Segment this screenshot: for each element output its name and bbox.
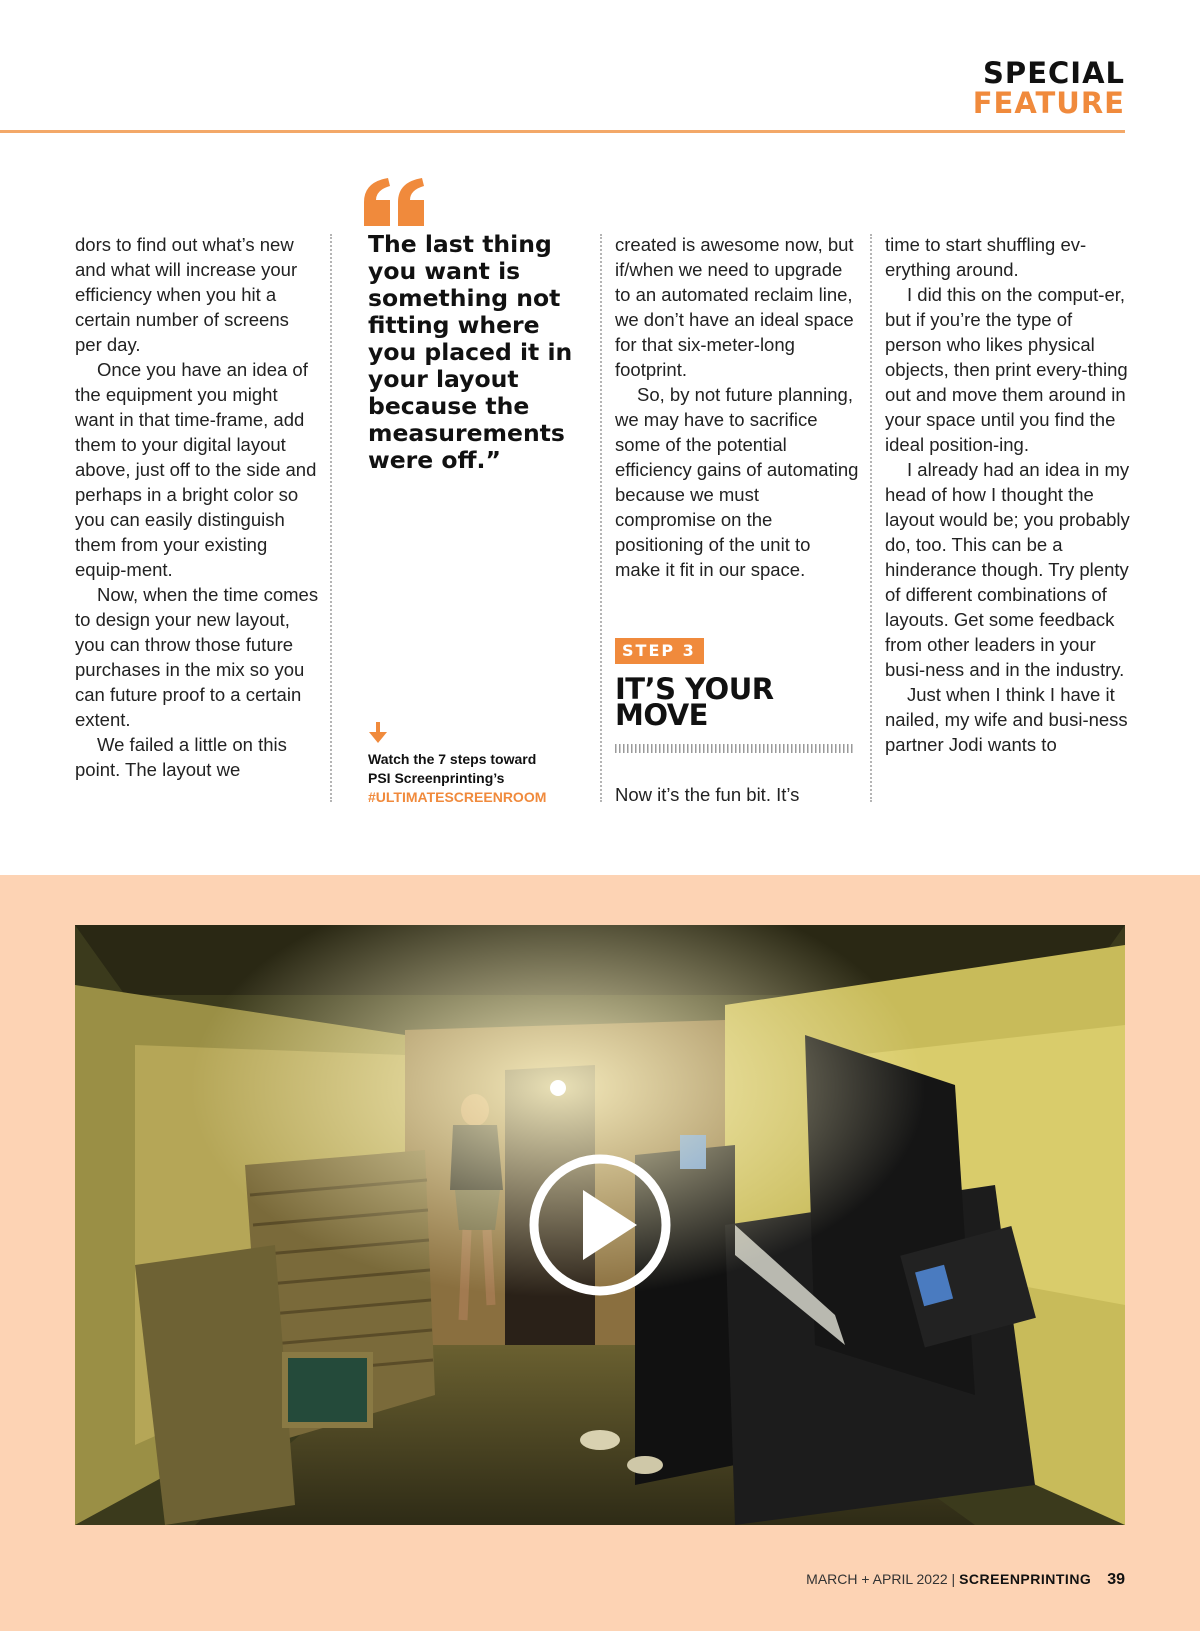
step-title [615, 672, 865, 732]
arrow-down-icon [368, 722, 388, 749]
paragraph: Just when I think I have it nailed, my wife and busi-ness partner Jodi wants to [885, 684, 1128, 755]
hatch-divider [615, 744, 855, 753]
step-lead-paragraph: Now it’s the fun bit. It’s [615, 784, 800, 805]
body-column-1 [75, 232, 320, 782]
issue-date: MARCH + APRIL 2022 | [806, 1571, 956, 1587]
page-footer [806, 1571, 1125, 1589]
step-title-line2: MOVE [615, 698, 708, 732]
paragraph: I did this on the comput-er, but if you’re the type of person who likes physical objects, then print every-thing out and move them around in your space until you find the ideal position-ing. [885, 284, 1128, 455]
section-label-line2: FEATURE [972, 86, 1125, 120]
play-icon[interactable] [525, 1150, 675, 1300]
video-caption-line1: Watch the 7 steps toward [368, 751, 537, 767]
paragraph: I already had an idea in my head of how I thought the layout would be; you probably do, too. This can be a hinderance though. Try plenty of different combinations of layouts. Get some feedback from other leaders in your busi-ness and in the industry. [885, 459, 1130, 680]
body-column-3 [615, 232, 860, 582]
paragraph: So, by not future planning, we may have to sacrifice some of the potential efficiency gains of automating because we must compromise on the positioning of the unit to make it fit in our space. [615, 384, 859, 580]
paragraph: time to start shuffling ev-erything around. [885, 234, 1087, 280]
paragraph: created is awesome now, but if/when we need to upgrade to an automated reclaim line, we don’t have an ideal space for that six-meter-long footprint. [615, 234, 854, 380]
header-rule [0, 130, 1125, 133]
quote-mark-icon [364, 178, 426, 231]
pull-quote: The last thing you want is something not fitting where you placed it in your layout because the measurements were off.” [368, 230, 573, 474]
video-caption [368, 750, 583, 807]
magazine-name: SCREENPRINTING [959, 1571, 1092, 1587]
step-badge: STEP 3 [615, 638, 704, 664]
body-column-4 [885, 232, 1130, 757]
paragraph: Now, when the time comes to design your new layout, you can throw those future purchases in the mix so you can future proof to a certain extent. [75, 584, 319, 730]
section-label [973, 58, 1125, 118]
video-caption-line2: PSI Screenprinting’s [368, 770, 505, 786]
paragraph: Once you have an idea of the equipment you might want in that time-frame, add them to your digital layout above, just off to the side and perhaps in a bright color so you can easily distinguish them from your existing equip-ment. [75, 359, 317, 580]
hashtag-link[interactable]: #ULTIMATESCREENROOM [368, 789, 547, 805]
column-divider [330, 234, 332, 802]
paragraph: We failed a little on this point. The layout we [75, 734, 287, 780]
paragraph: dors to find out what’s new and what will increase your efficiency when you hit a certain number of screens per day. [75, 234, 298, 355]
page-number: 39 [1107, 1571, 1125, 1588]
column-divider [870, 234, 872, 802]
section-label-line1: SPECIAL [983, 56, 1125, 90]
column-divider [600, 234, 602, 802]
step-title-line1: IT’S YOUR [615, 672, 774, 706]
